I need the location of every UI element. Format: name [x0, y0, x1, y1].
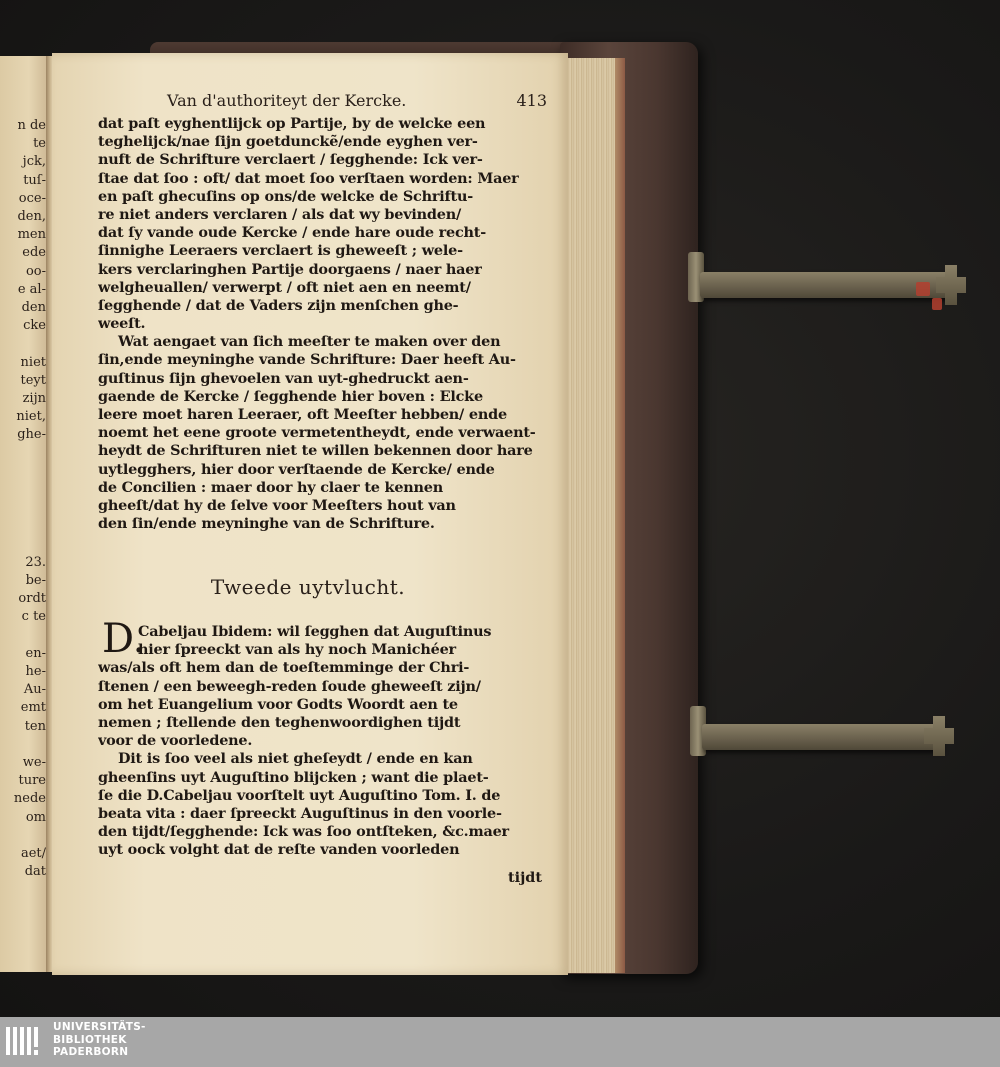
- left-page-line-fragment: n de: [17, 118, 46, 133]
- text-line: weeſt.: [98, 315, 146, 333]
- text-line: Dit is ſoo veel als niet gheſeydt / ende en kan: [118, 750, 473, 768]
- left-page-line-fragment: tuſ-: [23, 172, 46, 188]
- text-line: guſtinus ſijn ghevoelen van uyt-ghedruckt aen-: [98, 369, 469, 387]
- left-page-line-fragment: ture: [18, 773, 46, 789]
- left-page: [0, 56, 48, 972]
- left-page-line-fragment: be-: [25, 573, 46, 588]
- text-line: uytlegghers, hier door verſtaende de Kercke/ ende: [98, 460, 495, 478]
- text-line: was/als oft hem dan de toeſtemminge der Chri-: [98, 659, 470, 677]
- running-title: Van d'authoriteyt der Kercke.: [167, 91, 407, 110]
- left-page-line-fragment: om: [25, 809, 46, 825]
- catchword: tijdt: [507, 869, 542, 886]
- library-name-line-3: PADERBORN: [53, 1046, 129, 1058]
- left-page-line-fragment: he-: [25, 664, 46, 679]
- text-line: re niet anders verclaren / als dat wy bevinden/: [98, 205, 462, 223]
- left-page-line-fragment: ede: [22, 245, 46, 261]
- left-page-line-fragment: cke: [23, 318, 46, 334]
- red-mark: [932, 298, 942, 310]
- text-line: nuft de Schrifture verclaert / ſegghende: Ick ver-: [98, 151, 483, 169]
- text-line: uyt oock volght dat de reſte vanden voorleden: [98, 841, 460, 859]
- text-line: dat ſy vande oude Kercke / ende hare oude recht-: [98, 224, 487, 242]
- left-page-line-fragment: Au-: [23, 682, 46, 698]
- clasp-bar: [700, 272, 950, 298]
- library-name-line-2: BIBLIOTHEK: [53, 1033, 127, 1046]
- page-edge-color: [615, 58, 625, 973]
- text-line: den tijdt/ſegghende: Ick was ſoo ontſteken, &c.maer: [98, 823, 509, 841]
- left-page-line-fragment: teyt: [20, 372, 46, 388]
- left-page-line-fragment: dat: [24, 864, 46, 880]
- paragraph-3: [98, 623, 546, 750]
- section-heading: Tweede uytvlucht.: [210, 575, 406, 599]
- text-line: ſegghende / dat de Vaders zijn menſchen ghe-: [98, 296, 459, 314]
- text-line: den ſin/ende meyninghe van de Schrifture.: [98, 515, 435, 533]
- left-page-line-fragment: niet,: [16, 409, 46, 425]
- text-line: de Concilien : maer door hy claer te kennen: [98, 478, 444, 496]
- text-line: nemen ; ſtellende den teghenwoordighen tijdt: [98, 713, 461, 731]
- text-line: en paſt ghecuſins op ons/de welcke de Schriftu-: [98, 187, 473, 205]
- left-page-line-fragment: men: [17, 227, 46, 243]
- page-header: [167, 91, 547, 113]
- left-page-line-fragment: den: [21, 300, 46, 315]
- left-page-line-fragment: oo-: [25, 263, 46, 279]
- library-name-line-1: UNIVERSITÄTS-: [53, 1021, 146, 1033]
- left-page-line-fragment: te: [33, 136, 46, 152]
- red-mark: [916, 282, 930, 296]
- text-line: gheenſins uyt Auguſtino blijcken ; want die plaet-: [98, 768, 489, 786]
- text-line: gaende de Kercke / ſegghende hier boven : Elcke: [98, 387, 483, 405]
- text-line: Cabeljau Ibidem: wil ſegghen dat Auguſtinus: [138, 623, 492, 640]
- text-line: hier ſpreeckt van als hy noch Manichéer: [138, 641, 456, 659]
- left-page-line-fragment: ordt: [18, 591, 46, 607]
- page-edges: [566, 58, 625, 973]
- body-text-upper: [98, 115, 546, 533]
- library-name: [53, 1021, 253, 1059]
- text-line: welgheuallen/ verwerpt / oft niet aen en neemt/: [98, 278, 471, 296]
- left-page-line-fragment: we-: [22, 755, 46, 770]
- left-page-line-fragment: niet: [20, 354, 46, 370]
- left-page-line-fragment: zijn: [22, 391, 46, 406]
- text-line: heydt de Schrifturen niet te willen bekennen door hare: [98, 442, 533, 460]
- text-line: ſin,ende meyninghe vande Schrifture: Daer heeft Au-: [98, 351, 516, 369]
- text-line: om het Euangelium voor Godts Woordt aen te: [98, 695, 458, 713]
- text-line: teghelijck/nae ſijn goetdunckẽ/ende eyghen ver-: [98, 133, 478, 151]
- paragraph-2: [98, 333, 546, 533]
- text-line: leere moet haren Leeraer, oft Meeſter hebben/ ende: [98, 406, 507, 423]
- text-line: voor de voorledene.: [98, 732, 253, 750]
- text-line: ſtae dat ſoo : oft/ dat moet ſoo verſtaen worden: Maer: [98, 169, 519, 187]
- text-line: Wat aengaet van ſich meeſter te maken over den: [118, 333, 501, 351]
- library-footer: [0, 1017, 1000, 1067]
- library-logo-icon: [6, 1025, 46, 1057]
- right-page: [52, 53, 568, 975]
- left-page-line-fragment: nede: [13, 791, 46, 807]
- left-page-line-fragment: e al-: [17, 281, 46, 297]
- left-page-line-fragment: 23.: [25, 554, 46, 570]
- left-page-line-fragment: oce-: [18, 190, 46, 206]
- text-line: ſinnighe Leeraers verclaert is gheweeſt ; wele-: [98, 242, 463, 260]
- text-line: beata vita : daer ſpreeckt Auguſtinus in den voorle-: [98, 804, 502, 822]
- body-text-lower: [98, 623, 546, 859]
- left-page-line-fragment: aet/: [20, 846, 46, 861]
- paragraph-4: [98, 750, 546, 859]
- left-page-line-fragment: den,: [17, 209, 46, 224]
- left-page-line-fragment: c te: [21, 609, 46, 625]
- drop-cap: D.: [102, 616, 146, 662]
- text-line: ſtenen / een beweegh-reden ſoude gheweeſt zijn/: [98, 677, 481, 695]
- text-line: ſe die D.Cabeljau voorſtelt uyt Auguſtino Tom. I. de: [98, 786, 501, 804]
- left-page-line-fragment: jck,: [22, 154, 46, 170]
- page-number: 413: [516, 91, 547, 110]
- text-line: noemt het eene groote vermetentheydt, ende verwaent-: [98, 424, 536, 442]
- left-page-line-fragment: ten: [24, 718, 46, 734]
- left-page-line-fragment: ghe-: [17, 427, 46, 443]
- text-line: gheeſt/dat hy de ſelve voor Meeſters hout van: [98, 496, 456, 514]
- paragraph-1: [98, 115, 546, 333]
- text-line: dat paſt eyghentlijck op Partije, by de welcke een: [98, 115, 486, 132]
- left-page-line-fragment: emt: [20, 700, 46, 716]
- text-line: kers verclaringhen Partije doorgaens / naer haer: [98, 260, 482, 278]
- clasp-bar: [702, 724, 942, 750]
- left-page-line-fragment: en-: [25, 645, 46, 661]
